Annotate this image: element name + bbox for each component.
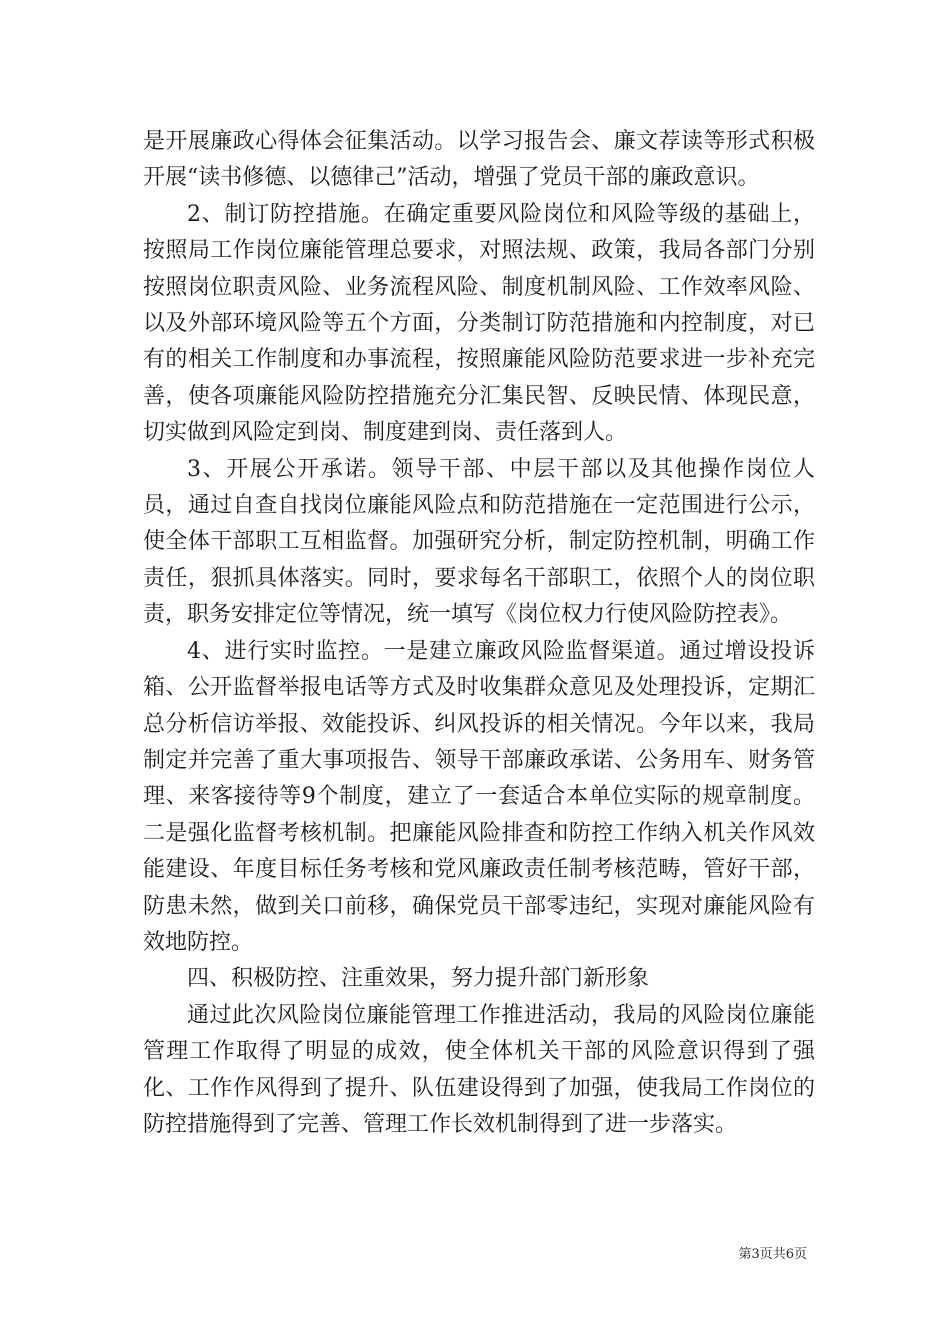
paragraph-continuation: 是开展廉政心得体会征集活动。以学习报告会、廉文荐读等形式积极开展“读书修德、以德律己”活动，增强了党员干部的廉政意识。 bbox=[143, 129, 815, 191]
paragraph-real-time-monitoring: 4、进行实时监控。一是建立廉政风险监督渠道。通过增设投诉箱、公开监督举报电话等方式及时收集群众意见及处理投诉，定期汇总分析信访举报、效能投诉、纠风投诉的相关情况。今年以来，我局制定并完善了重大事项报告、领导干部廉政承诺、公务用车、财务管理、来客接待等9个制度，建立了一套适合本单位实际的规章制度。二是强化监督考核机制。把廉能风险排查和防控工作纳入机关作风效能建设、年度目标任务考核和党风廉政责任制考核范畴，管好干部，防患未然，做到关口前移，确保党员干部零违纪，实现对廉能风险有效地防控。 bbox=[143, 638, 815, 955]
page-number: 第3页共6页 bbox=[738, 1247, 807, 1262]
section-heading-four: 四、积极防控、注重效果，努力提升部门新形象 bbox=[187, 966, 650, 992]
paragraph-public-commitment: 3、开展公开承诺。领导干部、中层干部以及其他操作岗位人员，通过自查自找岗位廉能风险点和防范措施在一定范围进行公示，使全体干部职工互相监督。加强研究分析，制定防控机制，明确工作责任，狠抓具体落实。同时，要求每名干部职工，依照个人的岗位职责，职务安排定位等情况，统一填写《岗位权力行使风险防控表》。 bbox=[143, 456, 815, 628]
paragraph-prevention-measures: 2、制订防控措施。在确定重要风险岗位和风险等级的基础上，按照局工作岗位廉能管理总要求，对照法规、政策，我局各部门分别按照岗位职责风险、业务流程风险、制度机制风险、工作效率风险、以及外部环境风险等五个方面，分类制订防范措施和内控制度，对已有的相关工作制度和办事流程，按照廉能风险防范要求进一步补充完善，使各项廉能风险防控措施充分汇集民智、反映民情、体现民意，切实做到风险定到岗、制度建到岗、责任落到人。 bbox=[143, 201, 815, 446]
paragraph-results: 通过此次风险岗位廉能管理工作推进活动，我局的风险岗位廉能管理工作取得了明显的成效，使全体机关干部的风险意识得到了强化、工作作风得到了提升、队伍建设得到了加强，使我局工作岗位的防控措施得到了完善、管理工作长效机制得到了进一步落实。 bbox=[143, 1002, 815, 1137]
document-body bbox=[143, 124, 815, 1143]
